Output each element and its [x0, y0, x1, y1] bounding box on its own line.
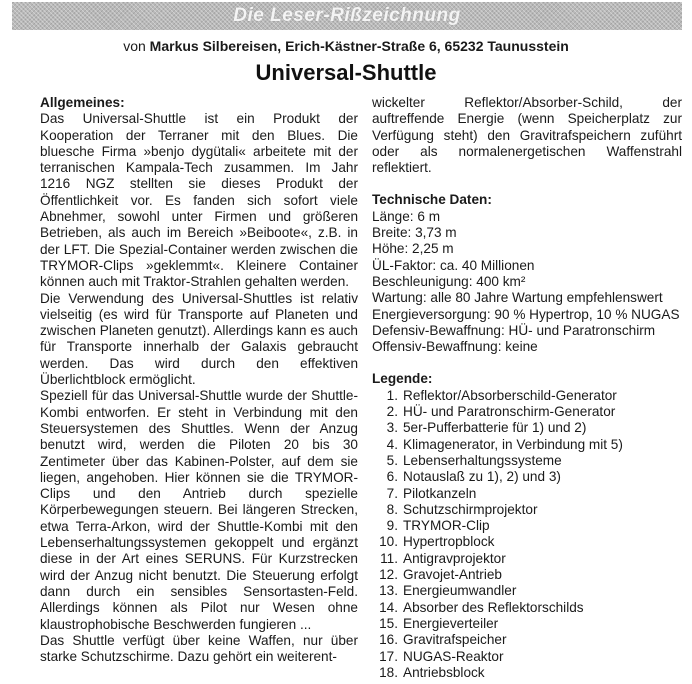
general-paragraph-continued: wickelter Reflektor/Absorber-Schild, der auftreffende Energie (wenn Speicherplatz zur Verfügung steht) den Gravitrafspeichern zuführt oder als normalenergetischen Waffenstrahl reflektiert.	[372, 95, 682, 176]
legend-item-label: 5er-Pufferbatterie für 1) und 2)	[403, 420, 587, 436]
legend-item	[372, 616, 682, 632]
banner-title: Die Leser-Rißzeichnung	[233, 5, 461, 26]
legend-item-label: NUGAS-Reaktor	[403, 648, 504, 664]
legend-item	[372, 632, 682, 648]
legend-list	[372, 388, 682, 681]
legend-item-number: 14.	[379, 599, 398, 615]
tech-row: ÜL-Faktor: ca. 40 Millionen	[372, 257, 535, 273]
legend-item	[372, 649, 682, 665]
tech-row: Defensiv-Bewaffnung: HÜ- und Paratronschirm	[372, 322, 656, 338]
legend-item-number: 4.	[386, 436, 398, 452]
legend-item-label: HÜ- und Paratronschirm-Generator	[403, 404, 616, 420]
legend-item-label: Pilotkanzeln	[403, 485, 477, 501]
legend-item-number: 12.	[379, 567, 398, 583]
tech-row: Beschleunigung: 400 km²	[372, 273, 526, 289]
tech-row: Energieversorgung: 90 % Hypertrop, 10 % NUGAS	[372, 306, 680, 322]
legend-item-label: Energieumwandler	[403, 583, 517, 599]
legend-item-number: 10.	[379, 534, 398, 550]
legend-item-number: 17.	[379, 648, 398, 664]
legend-item	[372, 404, 682, 420]
legend-item-label: Antriebsblock	[403, 664, 485, 680]
legend-item-number: 8.	[386, 501, 398, 517]
legend-item-number: 16.	[379, 632, 398, 648]
legend-item-number: 6.	[386, 469, 398, 485]
legend-item-number: 7.	[386, 485, 398, 501]
legend-item	[372, 534, 682, 550]
right-column	[372, 95, 682, 681]
general-paragraph: Speziell für das Universal-Shuttle wurde der Shuttle-Kombi entworfen. Er steht in Verbindung mit den Steuersystemen des Shuttles. Wenn der Anzug benutzt wird, werden die Piloten 20 bis 30 Zentimeter über das Kabinen-Polster, auf dem sie liegen, angehoben. Hier können sie die TRYMOR-Clips und den Antrieb durch spezielle Körperbewegungen steuern. Bei längeren Strecken, etwa Terra-Arkon, wird der Shuttle-Kombi mit den Lebenserhaltungssystemen gekoppelt und ergänzt diese in der Art eines SERUNS. Für Kurzstrecken wird der Anzug nicht benutzt. Die Steuerung erfolgt dann durch ein sensibles Sensortasten-Feld. Allerdings können als Pilot nur Wesen ohne klaustrophobische Beschwerden fungieren ...	[40, 388, 358, 632]
legend-item	[372, 388, 682, 404]
legend-item-label: Gravojet-Antrieb	[403, 567, 502, 583]
general-heading: Allgemeines:	[40, 95, 125, 110]
tech-row: Breite: 3,73 m	[372, 225, 457, 241]
section-banner	[12, 2, 682, 30]
legend-item	[372, 453, 682, 469]
tech-row: Wartung: alle 80 Jahre Wartung empfehlenswert	[372, 290, 663, 306]
legend-item-label: TRYMOR-Clip	[403, 518, 490, 534]
legend-item	[372, 502, 682, 518]
legend-item	[372, 469, 682, 485]
page-title: Universal-Shuttle	[255, 60, 437, 85]
legend-item-number: 15.	[379, 615, 398, 631]
legend-item	[372, 420, 682, 436]
left-column	[40, 95, 358, 665]
legend-item	[372, 551, 682, 567]
general-paragraph: Das Universal-Shuttle ist ein Produkt der Kooperation der Terraner mit den Blues. Die bluesche Firma »benjo dygütali« arbeitete mit der terranischen Kampala-Tech zusammen. Im Jahr 1216 NGZ stellten sie dieses Produkt der Öffentlichkeit vor. Es fanden sich sofort viele Abnehmer, sowohl unter Firmen und größeren Betrieben, als auch im Bereich »Beiboote«, z.B. in der LFT. Die Spezial-Container werden zwischen die TRYMOR-Clips »geklemmt«. Kleinere Container können auch mit Traktor-Strahlen gehalten werden.	[40, 111, 358, 290]
legend-item-label: Absorber des Reflektorschilds	[403, 599, 584, 615]
legend-item-label: Hypertropblock	[403, 534, 495, 550]
legend-item	[372, 665, 682, 681]
legend-item-number: 13.	[379, 583, 398, 599]
general-paragraph-split: Das Shuttle verfügt über keine Waffen, nur über starke Schutzschirme. Dazu gehört ein weiterent-	[40, 632, 358, 665]
legend-item-label: Antigravprojektor	[403, 550, 506, 566]
byline-author: Markus Silbereisen, Erich-Kästner-Straße 6, 65232 Taunusstein	[149, 38, 569, 54]
tech-row: Offensiv-Bewaffnung: keine	[372, 339, 538, 355]
legend-item-number: 5.	[386, 452, 398, 468]
legend-item-label: Schutzschirmprojektor	[403, 501, 538, 517]
legend-item-label: Notauslaß zu 1), 2) und 3)	[403, 469, 561, 485]
tech-data-section	[372, 192, 682, 355]
legend-item-number: 1.	[386, 387, 398, 403]
legend-heading: Legende:	[372, 371, 433, 387]
legend-item-label: Gravitrafspeicher	[403, 632, 507, 648]
byline	[0, 38, 692, 54]
legend-item	[372, 518, 682, 534]
legend-item-label: Reflektor/Absorberschild-Generator	[403, 387, 617, 403]
legend-item-label: Lebenserhaltungssysteme	[403, 452, 562, 468]
legend-item-number: 18.	[379, 664, 398, 680]
legend-item-label: Energieverteiler	[403, 615, 499, 631]
legend-item	[372, 583, 682, 599]
legend-item-number: 11.	[380, 550, 398, 566]
legend-item-number: 3.	[386, 420, 398, 436]
legend-item	[372, 437, 682, 453]
legend-section	[372, 371, 682, 681]
tech-row: Höhe: 2,25 m	[372, 241, 454, 257]
legend-item	[372, 600, 682, 616]
legend-item-number: 2.	[386, 404, 398, 420]
tech-row: Länge: 6 m	[372, 208, 441, 224]
byline-prefix: von	[123, 38, 150, 54]
general-paragraph: Die Verwendung des Universal-Shuttles ist relativ vielseitig (es wird für Transporte auf Planeten und zwischen Planeten genutzt). Allerdings kann es auch für Transporte innerhalb der Galaxis gebraucht werden. Das wird durch den effektiven Überlichtblock ermöglicht.	[40, 290, 358, 388]
legend-item	[372, 567, 682, 583]
tech-heading: Technische Daten:	[372, 192, 492, 208]
legend-item	[372, 486, 682, 502]
legend-item-label: Klimagenerator, in Verbindung mit 5)	[403, 436, 623, 452]
legend-item-number: 9.	[386, 518, 398, 534]
